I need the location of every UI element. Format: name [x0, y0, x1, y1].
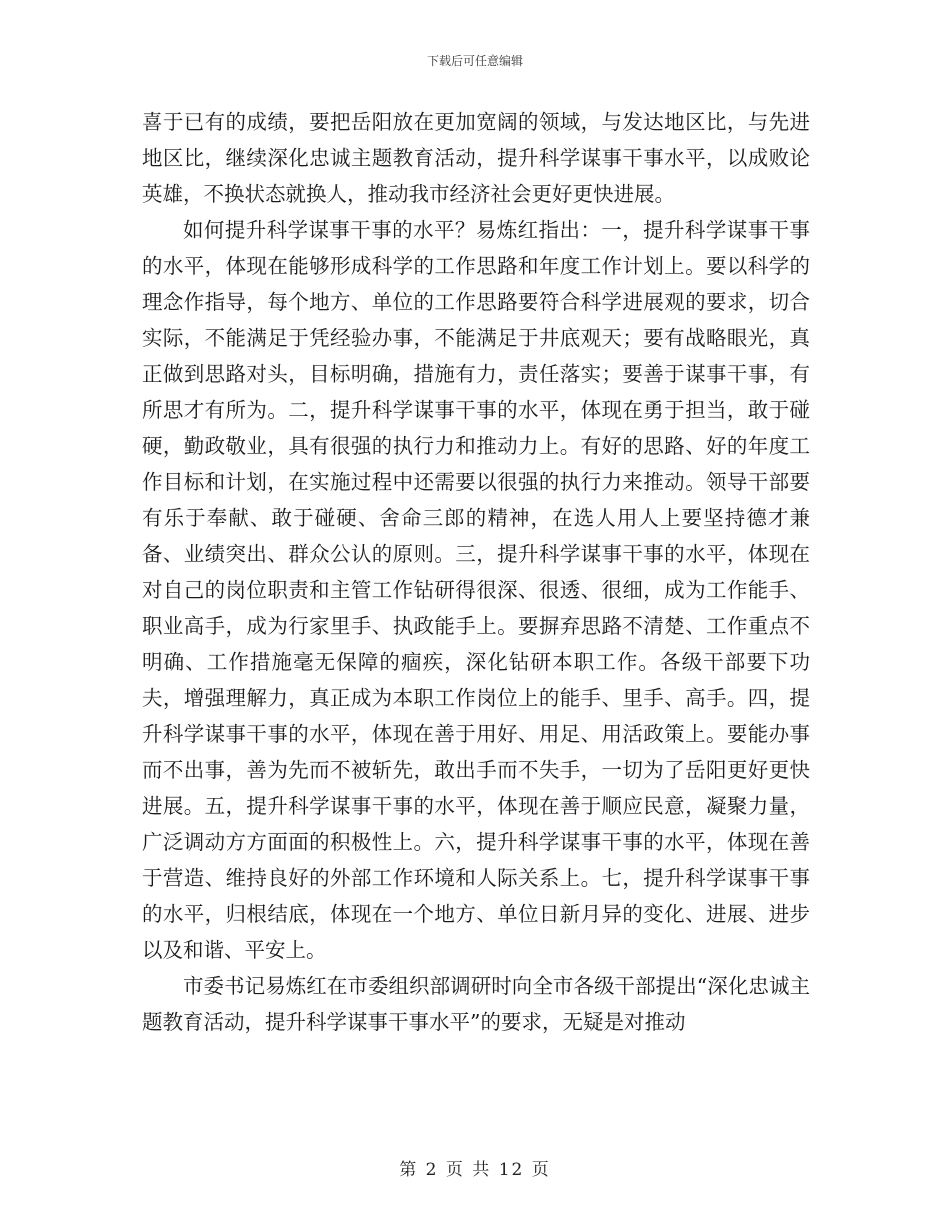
paragraph-1: 喜于已有的成绩，要把岳阳放在更加宽阔的领域，与发达地区比，与先进地区比，继续深化忠诚主题教育活动，提升科学谋事干事水平，以成败论英雄，不换状态就换人，推动我市经济社会更好更快进展。 [142, 110, 810, 206]
paragraph-3: 市委书记易炼红在市委组织部调研时向全市各级干部提出“深化忠诚主题教育活动，提升科学谋事干事水平”的要求，无疑是对推动 [142, 974, 810, 1034]
body-text [142, 104, 810, 1040]
page-footer: 第 2 页 共 12 页 [399, 1160, 551, 1180]
paragraph-2: 如何提升科学谋事干事的水平？易炼红指出：一，提升科学谋事干事的水平，体现在能够形成科学的工作思路和年度工作计划上。要以科学的理念作指导，每个地方、单位的工作思路要符合科学进展观的要求，切合实际，不能满足于凭经验办事，不能满足于井底观天；要有战略眼光，真正做到思路对头，目标明确，措施有力，责任落实；要善于谋事干事，有所思才有所为。二，提升科学谋事干事的水平，体现在勇于担当，敢于碰硬，勤政敬业，具有很强的执行力和推动力上。有好的思路、好的年度工作目标和计划，在实施过程中还需要以很强的执行力来推动。领导干部要有乐于奉献、敢于碰硬、舍命三郎的精神，在选人用人上要坚持德才兼备、业绩突出、群众公认的原则。三，提升科学谋事干事的水平，体现在对自己的岗位职责和主管工作钻研得很深、很透、很细，成为工作能手、职业高手，成为行家里手、执政能手上。要摒弃思路不清楚、工作重点不明确、工作措施毫无保障的痼疾，深化钻研本职工作。各级干部要下功夫，增强理解力，真正成为本职工作岗位上的能手、里手、高手。四，提升科学谋事干事的水平，体现在善于用好、用足、用活政策上。要能办事而不出事，善为先而不被斩先，敢出手而不失手，一切为了岳阳更好更快进展。五，提升科学谋事干事的水平，体现在善于顺应民意，凝聚力量，广泛调动方方面面的积极性上。六，提升科学谋事干事的水平，体现在善于营造、维持良好的外部工作环境和人际关系上。七，提升科学谋事干事的水平，归根结底，体现在一个地方、单位日新月异的变化、进展、进步以及和谐、平安上。 [142, 218, 810, 962]
page-header: 下载后可任意编辑 [426, 54, 523, 68]
